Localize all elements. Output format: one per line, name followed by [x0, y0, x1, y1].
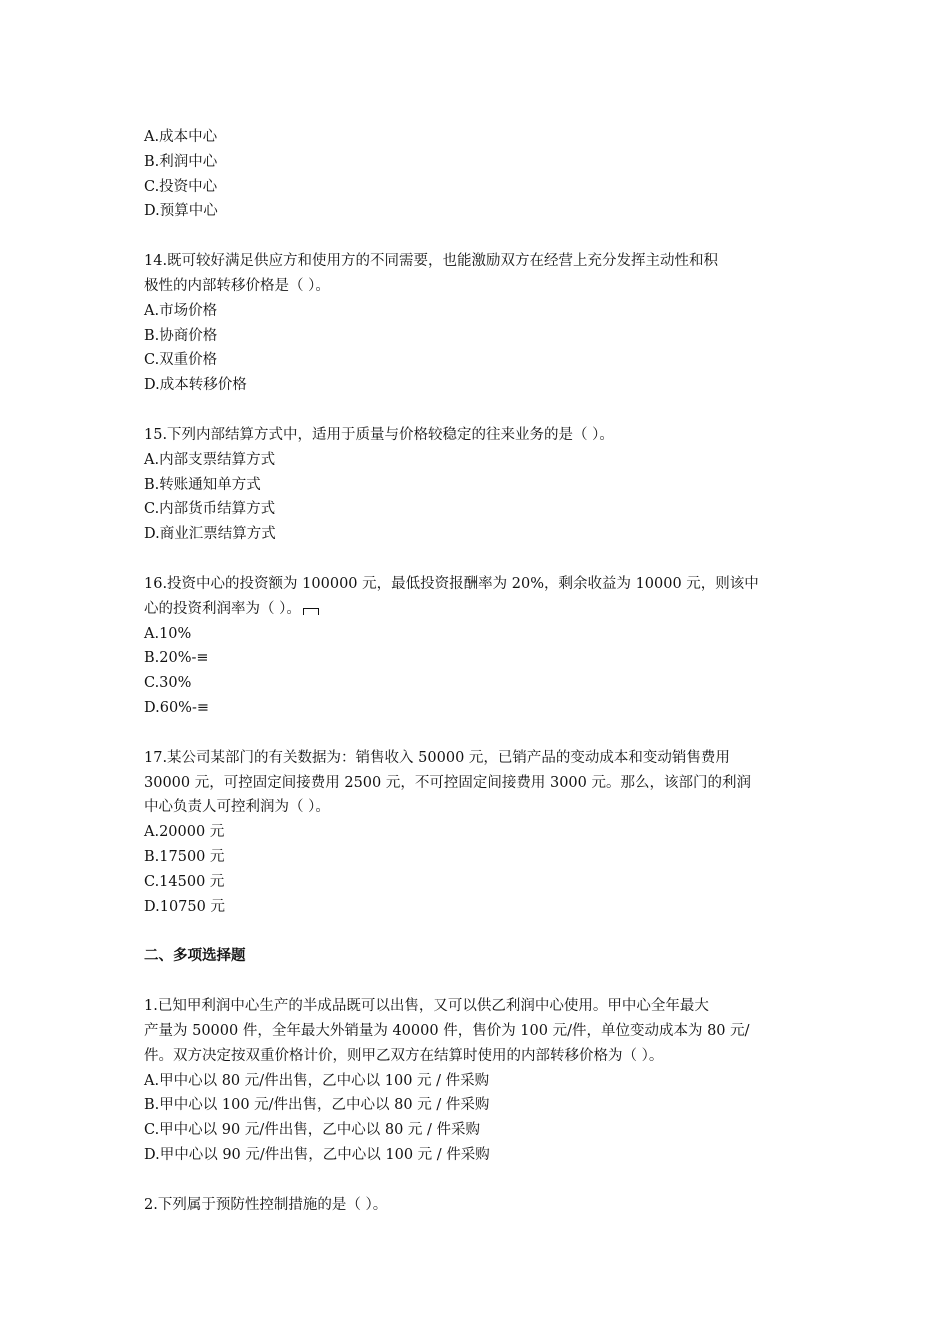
question-text: 中心负责人可控利润为（ ）。	[144, 799, 330, 816]
question-13-options	[144, 125, 814, 224]
question-text: 产量为 50000 件，全年最大外销量为 40000 件，售价为 100 元/件，单位变动成本为 80 元/	[144, 1022, 750, 1039]
option-a: A.成本中心	[144, 129, 218, 145]
option-a: A.内部支票结算方式	[144, 451, 276, 468]
question-text: 1.已知甲利润中心生产的半成品既可以出售，又可以供乙利润中心使用。甲中心全年最大	[144, 998, 709, 1015]
option-c: C.双重价格	[144, 352, 218, 369]
option-a: A.20000 元	[144, 824, 225, 841]
option-c: C.投资中心	[144, 178, 218, 195]
question-text: 16.投资中心的投资额为 100000 元，最低投资报酬率为 20%，剩余收益为 10000 元，则该中	[144, 575, 759, 592]
question-text: 件。双方决定按双重价格计价，则甲乙双方在结算时使用的内部转移价格为（ ）。	[144, 1047, 664, 1064]
option-a: A.10%	[144, 625, 192, 642]
question-text: 17.某公司某部门的有关数据为：销售收入 50000 元，已销产品的变动成本和变动销售费用	[144, 749, 730, 766]
option-c: C.甲中心以 90 元/件出售，乙中心以 80 元 / 件采购	[144, 1122, 481, 1139]
option-d: D.10750 元	[144, 898, 225, 915]
option-b: B.转账通知单方式	[144, 476, 261, 493]
option-b: B.利润中心	[144, 153, 218, 170]
option-c: C.14500 元	[144, 873, 225, 890]
question-text: 15.下列内部结算方式中，适用于质量与价格较稳定的往来业务的是（ ）。	[144, 426, 614, 443]
question-text: 2.下列属于预防性控制措施的是（ ）。	[144, 1196, 388, 1213]
option-d: D.60%-≡	[144, 699, 209, 716]
option-d: D.甲中心以 90 元/件出售，乙中心以 100 元 / 件采购	[144, 1146, 490, 1163]
section-heading: 二、多项选择题	[144, 948, 246, 965]
option-b: B.17500 元	[144, 848, 225, 865]
question-16	[144, 572, 814, 721]
option-c: C.30%	[144, 675, 192, 692]
question-text: 心的投资利润率为（ ）。	[144, 600, 301, 617]
option-d: D.预算中心	[144, 203, 218, 220]
option-a: A.市场价格	[144, 302, 218, 319]
question-text: 14.既可较好满足供应方和使用方的不同需要，也能激励双方在经营上充分发挥主动性和积	[144, 253, 719, 270]
option-d: D.商业汇票结算方式	[144, 526, 276, 543]
question-text-line-2	[144, 597, 814, 622]
question-17	[144, 746, 814, 920]
stray-mark-icon	[303, 608, 319, 615]
option-b: B.协商价格	[144, 327, 218, 344]
option-d: D.成本转移价格	[144, 377, 247, 394]
option-b: B.20%-≡	[144, 650, 209, 667]
document-page	[144, 125, 814, 1217]
question-14	[144, 249, 814, 398]
question-text: 极性的内部转移价格是（ ）。	[144, 277, 330, 294]
multi-question-1	[144, 994, 814, 1168]
question-text: 30000 元，可控固定间接费用 2500 元，不可控固定间接费用 3000 元。那么，该部门的利润	[144, 774, 751, 791]
option-a: A.甲中心以 80 元/件出售，乙中心以 100 元 / 件采购	[144, 1072, 490, 1089]
question-15	[144, 423, 814, 547]
option-b: B.甲中心以 100 元/件出售，乙中心以 80 元 / 件采购	[144, 1097, 490, 1114]
option-c: C.内部货币结算方式	[144, 501, 276, 518]
multi-question-2	[144, 1193, 814, 1218]
